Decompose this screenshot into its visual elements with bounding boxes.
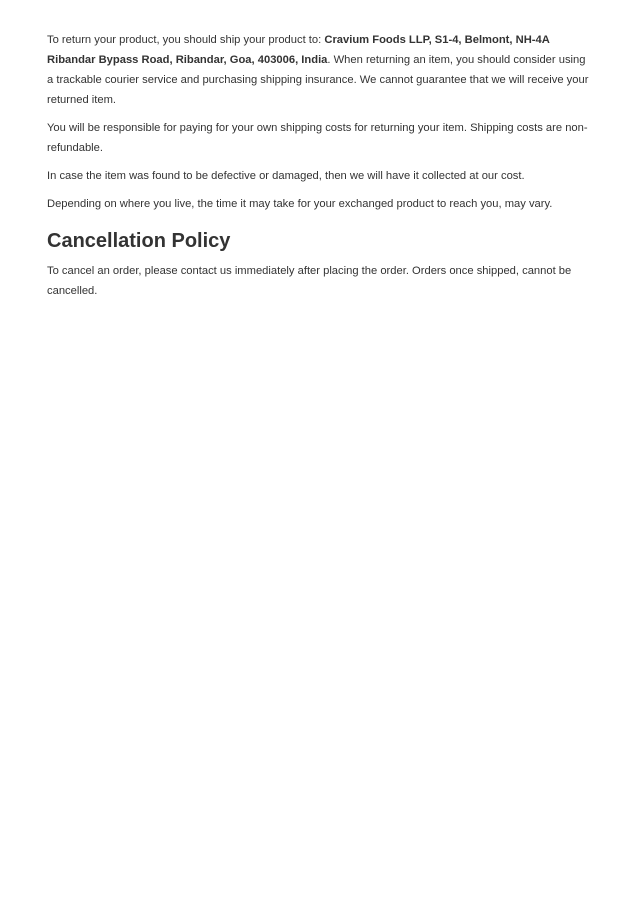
shipping-costs-paragraph: You will be responsible for paying for your own shipping costs for returning your item. Shipping costs are non-refundable. [47, 122, 588, 154]
cancellation-paragraph: To cancel an order, please contact us immediately after placing the order. Orders once shipped, cannot be cancelled. [47, 265, 572, 297]
return-shipping-intro: To return your product, you should ship your product to: [47, 34, 325, 46]
return-shipping-paragraph [47, 30, 592, 110]
return-address: Cravium Foods LLP, S1-4, Belmont, NH-4A Ribandar Bypass Road, Ribandar, Goa, 403006, India [47, 34, 550, 66]
defective-item-paragraph: In case the item was found to be defective or damaged, then we will have it collected at our cost. [47, 170, 525, 182]
return-shipping-outro: . When returning an item, you should consider using a trackable courier service and purchasing shipping insurance. We cannot guarantee that we will receive your returned item. [47, 54, 589, 106]
cancellation-policy-heading: Cancellation Policy [47, 230, 231, 252]
delivery-time-paragraph: Depending on where you live, the time it may take for your exchanged product to reach you, may vary. [47, 198, 553, 210]
